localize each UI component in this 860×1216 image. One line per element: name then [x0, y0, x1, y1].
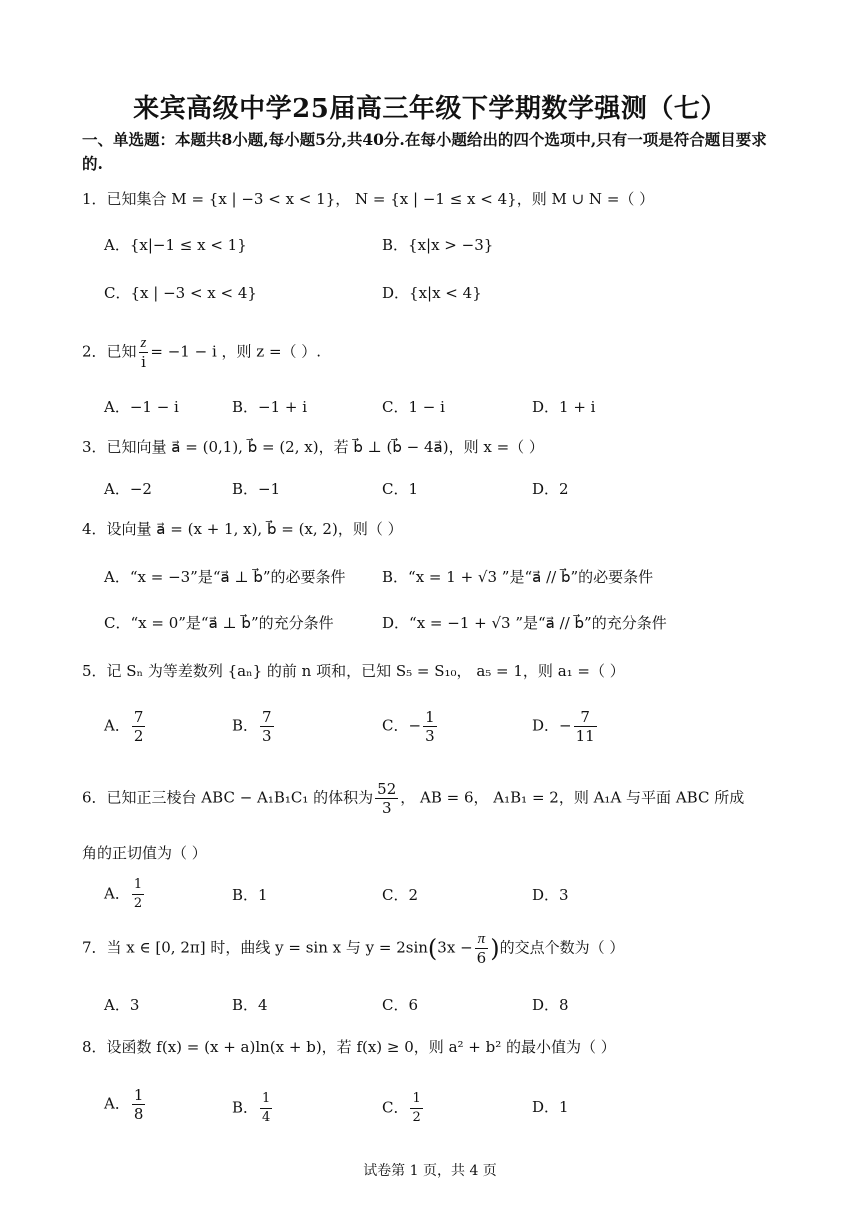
q5-option-c-numerator: 1 [425, 708, 435, 726]
q7-frac-numerator: π [475, 930, 489, 949]
q8-option-d [532, 1096, 569, 1118]
q3-option-d: D．2 [532, 480, 569, 498]
q7-right-paren: ) [490, 934, 500, 963]
q1-option-b: B．{x|x > −3} [382, 236, 494, 254]
question-1-stem: 1．已知集合 M = {x | −3 < x < 1}， N = {x | −1 ≤ x < 4}，则 M ∪ N =（ ） [82, 190, 655, 208]
q6-frac-numerator: 52 [377, 780, 397, 798]
q6-stem-post: ， AB = 6， A₁B₁ = 2，则 A₁A 与平面 ABC 所成 [400, 788, 745, 807]
question-3-stem: 3．已知向量 a⃗ = (0,1), b⃗ = (2, x)，若 b⃗ ⊥ (b⃗ − 4a⃗)，则 x =（ ） [82, 438, 544, 456]
q7-option-b: B．4 [232, 996, 268, 1014]
q5-option-a-label: A． [104, 716, 130, 735]
q7-option-d: D．8 [532, 996, 569, 1014]
q4-option-b: B．“x = 1 + √3 ”是“a⃗ // b⃗”的必要条件 [382, 568, 654, 586]
q3-option-c: C．1 [382, 480, 419, 498]
q2-stem-post: = −1 − i ，则 z =（ ）. [150, 342, 322, 361]
q6-option-a-label: A． [104, 884, 130, 903]
q6-option-a-denominator: 2 [133, 896, 143, 911]
q2-frac-numerator: z [140, 335, 147, 351]
q8-option-b-denominator: 4 [262, 1110, 271, 1125]
q5-option-a-numerator: 7 [133, 708, 144, 726]
q2-option-b: B．−1 + i [232, 398, 308, 416]
q6-option-d-label: D． [532, 886, 560, 904]
q2-stem-pre: 2．已知 [82, 342, 137, 361]
q5-option-b-numerator: 7 [262, 708, 272, 726]
q6-option-c-value: 2 [408, 886, 419, 904]
q4-option-c: C．“x = 0”是“a⃗ ⊥ b⃗”的充分条件 [104, 614, 334, 632]
q7-frac-denominator: 6 [476, 949, 487, 967]
q3-option-b: B．−1 [232, 480, 281, 498]
q8-option-b-numerator: 1 [260, 1090, 272, 1109]
q8-option-c-label: C． [382, 1098, 409, 1117]
question-5-stem: 5．记 Sₙ 为等差数列 {aₙ} 的前 n 项和，已知 S₅ = S₁₀， a₅ = 1，则 a₁ =（ ） [82, 662, 625, 680]
q5-option-d-fraction [574, 708, 597, 745]
q6-option-a [104, 876, 146, 913]
q8-option-b [232, 1090, 274, 1127]
q8-option-c-numerator: 1 [410, 1090, 422, 1109]
q7-option-c: C．6 [382, 996, 419, 1014]
q5-option-d-denominator: 11 [575, 727, 595, 745]
q7-fraction [475, 930, 489, 967]
q5-option-b [232, 708, 276, 745]
q6-option-d [532, 884, 569, 906]
section-header: 一、单选题：本题共8小题,每小题5分,共40分.在每小题给出的四个选项中,只有一项是符合题目要求的. [82, 130, 767, 173]
q5-option-a-denominator: 2 [133, 727, 144, 745]
q5-option-a [104, 708, 147, 745]
q5-option-d-numerator: 7 [574, 708, 597, 727]
q2-fraction [139, 334, 149, 371]
q5-option-b-denominator: 3 [262, 727, 272, 745]
q6-stem-pre: 6．已知正三棱台 ABC − A₁B₁C₁ 的体积为 [82, 788, 374, 807]
q8-option-d-value: 1 [559, 1098, 569, 1116]
q1-option-c: C．{x | −3 < x < 4} [104, 284, 257, 302]
q6-option-a-fraction [132, 876, 144, 913]
q6-option-b-value: 1 [258, 886, 268, 904]
q7-left-paren: ( [427, 934, 438, 963]
q6-option-b-label: B． [232, 886, 259, 904]
question-8-stem: 8．设函数 f(x) = (x + a)ln(x + b)，若 f(x) ≥ 0，则 a² + b² 的最小值为（ ） [82, 1038, 616, 1056]
q4-option-a: A．“x = −3”是“a⃗ ⊥ b⃗”的必要条件 [104, 568, 346, 586]
q8-option-a-denominator: 8 [133, 1105, 144, 1123]
question-6-stem-line2: 角的正切值为（ ） [82, 844, 207, 862]
q5-option-a-fraction [132, 708, 146, 745]
q5-option-c-denominator: 3 [425, 727, 435, 745]
q6-fraction [375, 780, 398, 817]
q7-stem-post: 的交点个数为（ ） [499, 938, 625, 957]
q8-option-b-label: B． [232, 1098, 259, 1117]
q5-option-b-label: B． [232, 716, 259, 735]
q8-option-a-numerator: 1 [133, 1086, 144, 1104]
q5-option-c-sign: − [408, 716, 422, 735]
q8-option-b-fraction [260, 1090, 272, 1127]
q5-option-c-label: C． [382, 716, 409, 735]
question-2-stem [82, 334, 782, 371]
q1-option-d: D．{x|x < 4} [382, 284, 482, 302]
q8-option-c [382, 1090, 425, 1127]
question-7-stem [82, 930, 782, 967]
page-footer: 试卷第 1 页，共 4 页 [363, 1163, 497, 1179]
question-4-stem: 4．设向量 a⃗ = (x + 1, x), b⃗ = (x, 2)，则（ ） [82, 520, 403, 538]
q8-option-a [104, 1086, 147, 1123]
q2-frac-denominator: i [141, 353, 146, 371]
q8-option-a-fraction [132, 1086, 146, 1123]
q5-option-c-fraction [423, 708, 437, 745]
q1-option-a: A．{x|−1 ≤ x < 1} [104, 236, 247, 254]
q4-option-d: D．“x = −1 + √3 ”是“a⃗ // b⃗”的充分条件 [382, 614, 667, 632]
q6-option-d-value: 3 [559, 886, 569, 904]
q2-option-a: A．−1 − i [104, 398, 179, 416]
q7-paren-pre: 3x − [437, 938, 473, 957]
q8-option-c-fraction [410, 1090, 422, 1127]
q6-frac-denominator: 3 [381, 799, 392, 817]
q5-option-d [532, 708, 599, 745]
q6-option-c-label: C． [382, 886, 409, 904]
q7-option-a: A．3 [104, 996, 140, 1014]
page-title: 来宾高级中学25届高三年级下学期数学强测（七） [133, 94, 727, 124]
q6-option-b [232, 884, 268, 906]
q5-option-c [382, 708, 439, 745]
q2-option-d: D．1 + i [532, 398, 596, 416]
q3-option-a: A．−2 [104, 480, 152, 498]
q6-option-a-numerator: 1 [132, 876, 144, 895]
q5-option-d-sign: − [559, 716, 572, 735]
q6-option-c [382, 884, 418, 906]
q8-option-c-denominator: 2 [412, 1110, 421, 1125]
q5-option-b-fraction [260, 708, 274, 745]
q7-stem-pre: 7．当 x ∈ [0, 2π] 时，曲线 y = sin x 与 y = 2sin [82, 938, 428, 957]
q2-option-c: C．1 − i [382, 398, 445, 416]
q8-option-a-label: A． [104, 1094, 130, 1113]
q8-option-d-label: D． [532, 1098, 560, 1116]
q5-option-d-label: D． [532, 716, 560, 735]
question-6-stem [82, 780, 782, 817]
